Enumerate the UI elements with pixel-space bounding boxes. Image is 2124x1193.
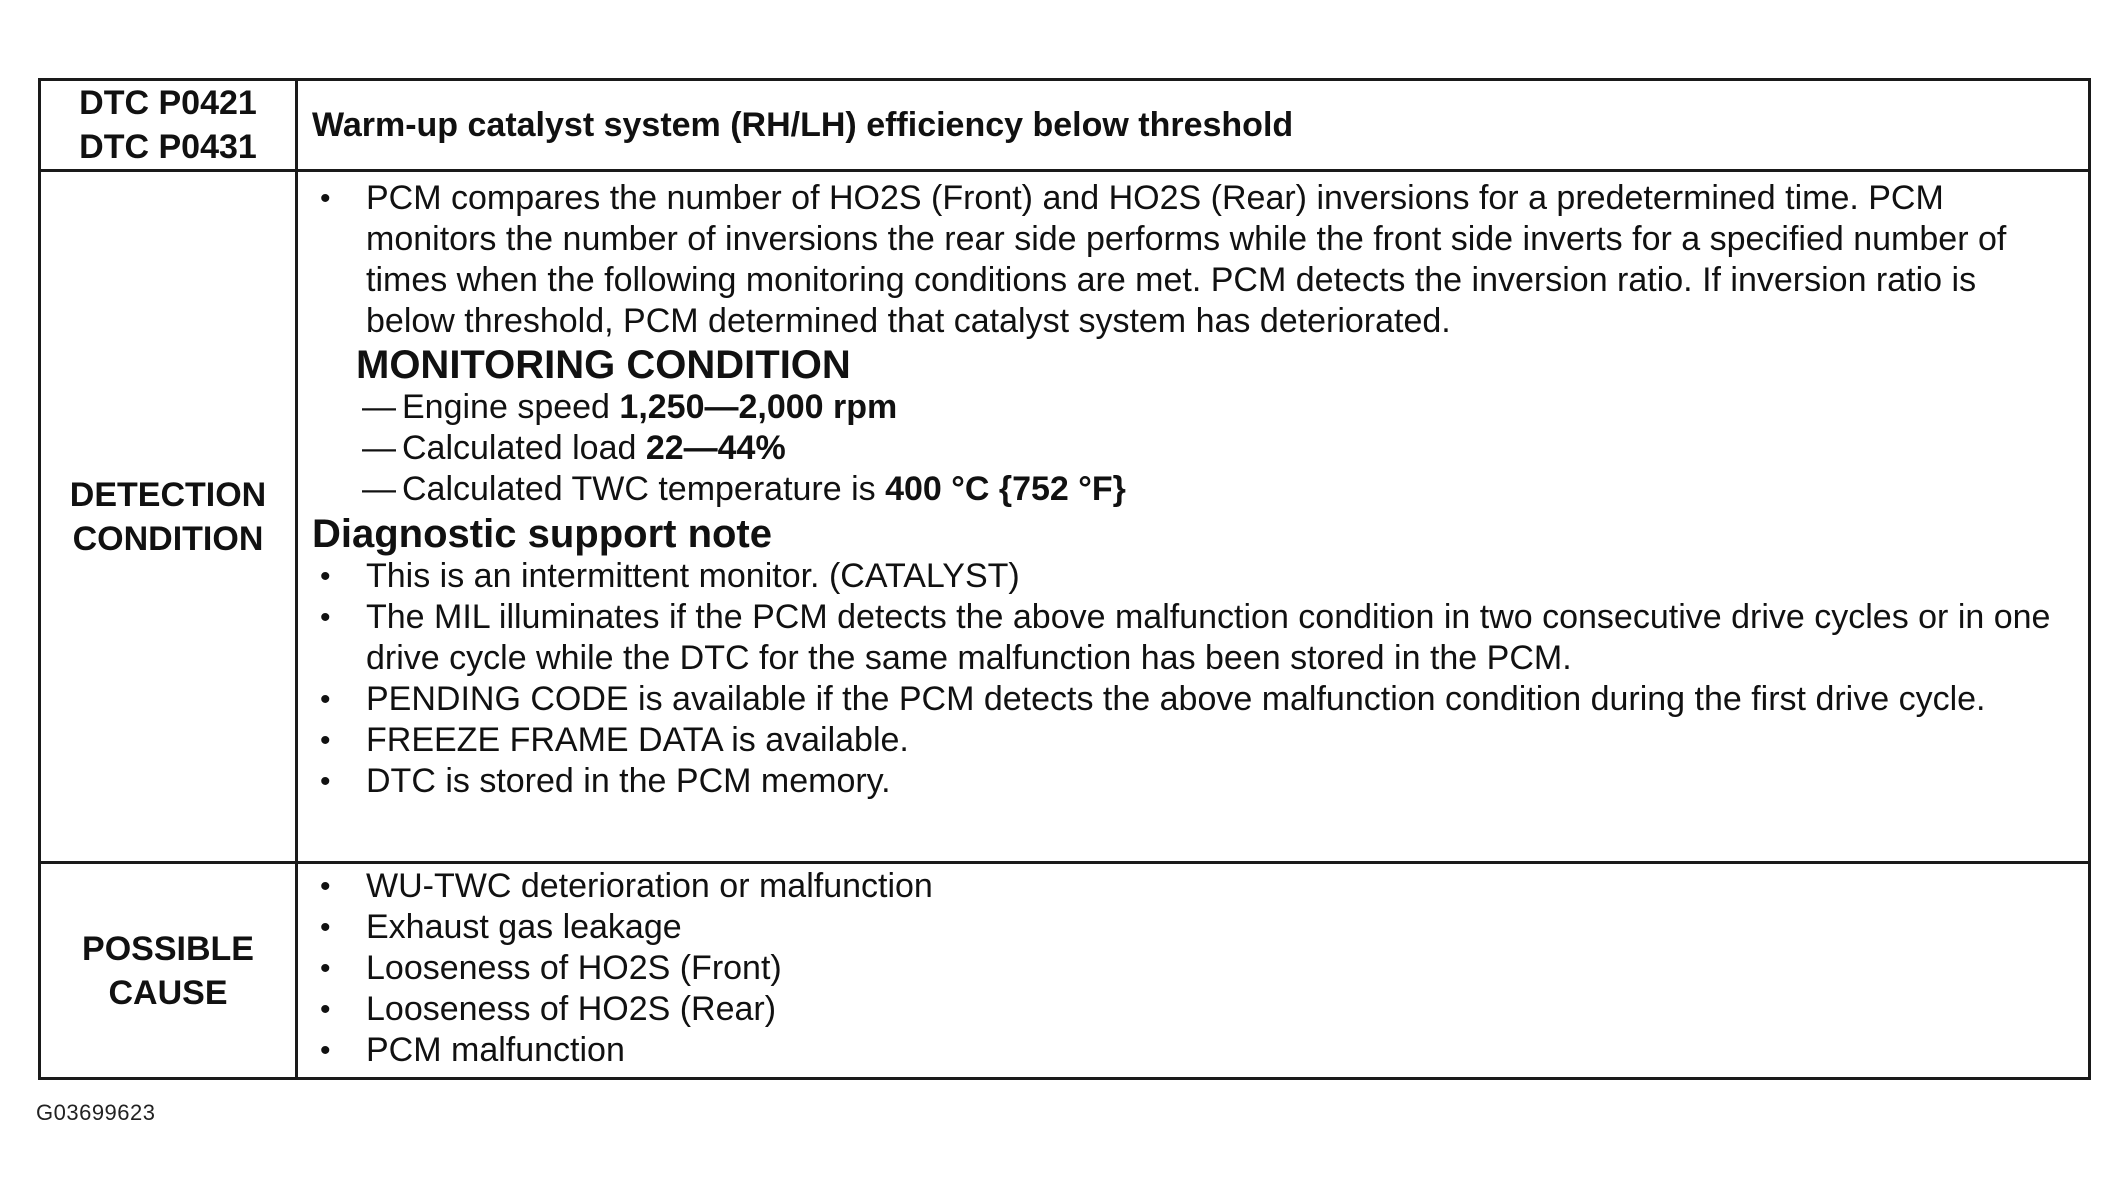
condition-value: 1,250—2,000 rpm (619, 388, 898, 427)
dash-mark: — (362, 429, 396, 468)
dash-mark: — (362, 388, 396, 427)
detection-row (40, 171, 2090, 863)
cause-item: • WU-TWC deterioration or malfunction (312, 866, 2074, 907)
monitoring-condition-item (362, 428, 2074, 469)
condition-text: Engine speed (402, 388, 620, 427)
diagnostic-note: • DTC is stored in the PCM memory. (312, 761, 2074, 802)
monitoring-condition-heading: MONITORING CONDITION (356, 343, 851, 388)
dtc-code-cell (40, 80, 297, 171)
diagnostic-note: • PENDING CODE is available if the PCM detects the above malfunction condition during the first drive cycle. (312, 679, 2074, 720)
diagnostic-note: • This is an intermittent monitor. (CATALYST) (312, 556, 2074, 597)
detection-label-cell (40, 171, 297, 863)
cause-content (297, 863, 2090, 1079)
cause-label: CAUSE (108, 973, 228, 1012)
detection-description: • PCM compares the number of HO2S (Front) and HO2S (Rear) inversions for a predetermined time. PCM monitors the number of inversions the rear side performs while the front side inverts for a specified number of times when the following monitoring conditions are met. PCM detects the inversion ratio. If inversion ratio is below threshold, PCM determined that catalyst system has deteriorated. (312, 178, 2074, 342)
dtc-code: DTC P0421 (79, 84, 257, 123)
condition-value: 400 °C {752 °F} (885, 470, 1126, 509)
detection-label: DETECTION (69, 475, 267, 514)
diagnostic-note: • The MIL illuminates if the PCM detects the above malfunction condition in two consecutive drive cycles or in one drive cycle while the DTC for the same malfunction has been stored in the PCM. (312, 597, 2074, 679)
dtc-table (38, 78, 2091, 1080)
monitoring-condition-item (362, 387, 2074, 428)
cause-label: POSSIBLE (82, 929, 254, 968)
cause-item: • Looseness of HO2S (Front) (312, 948, 2074, 989)
header-row (40, 80, 2090, 171)
cause-list (312, 866, 2074, 1071)
dash-mark: — (362, 470, 396, 509)
condition-value: 22—44% (645, 429, 786, 468)
possible-cause-row (40, 863, 2090, 1079)
monitoring-condition-list (312, 387, 2074, 510)
condition-text: Calculated load (402, 429, 646, 468)
condition-text: Calculated TWC temperature is (402, 470, 886, 509)
detection-description-list (312, 178, 2074, 342)
cause-item: • Looseness of HO2S (Rear) (312, 989, 2074, 1030)
cause-item: • PCM malfunction (312, 1030, 2074, 1071)
cause-item: • Exhaust gas leakage (312, 907, 2074, 948)
monitoring-condition-item (362, 469, 2074, 510)
dtc-code: DTC P0431 (79, 128, 257, 167)
cause-label-cell (40, 863, 297, 1079)
dtc-title: Warm-up catalyst system (RH/LH) efficiency below threshold (297, 80, 2090, 171)
detection-label: CONDITION (72, 519, 264, 558)
figure-id: G03699623 (36, 1100, 156, 1125)
diagnostic-notes-list (312, 556, 2074, 802)
detection-content (297, 171, 2090, 863)
diagnostic-support-heading: Diagnostic support note (312, 512, 772, 557)
diagnostic-note: • FREEZE FRAME DATA is available. (312, 720, 2074, 761)
